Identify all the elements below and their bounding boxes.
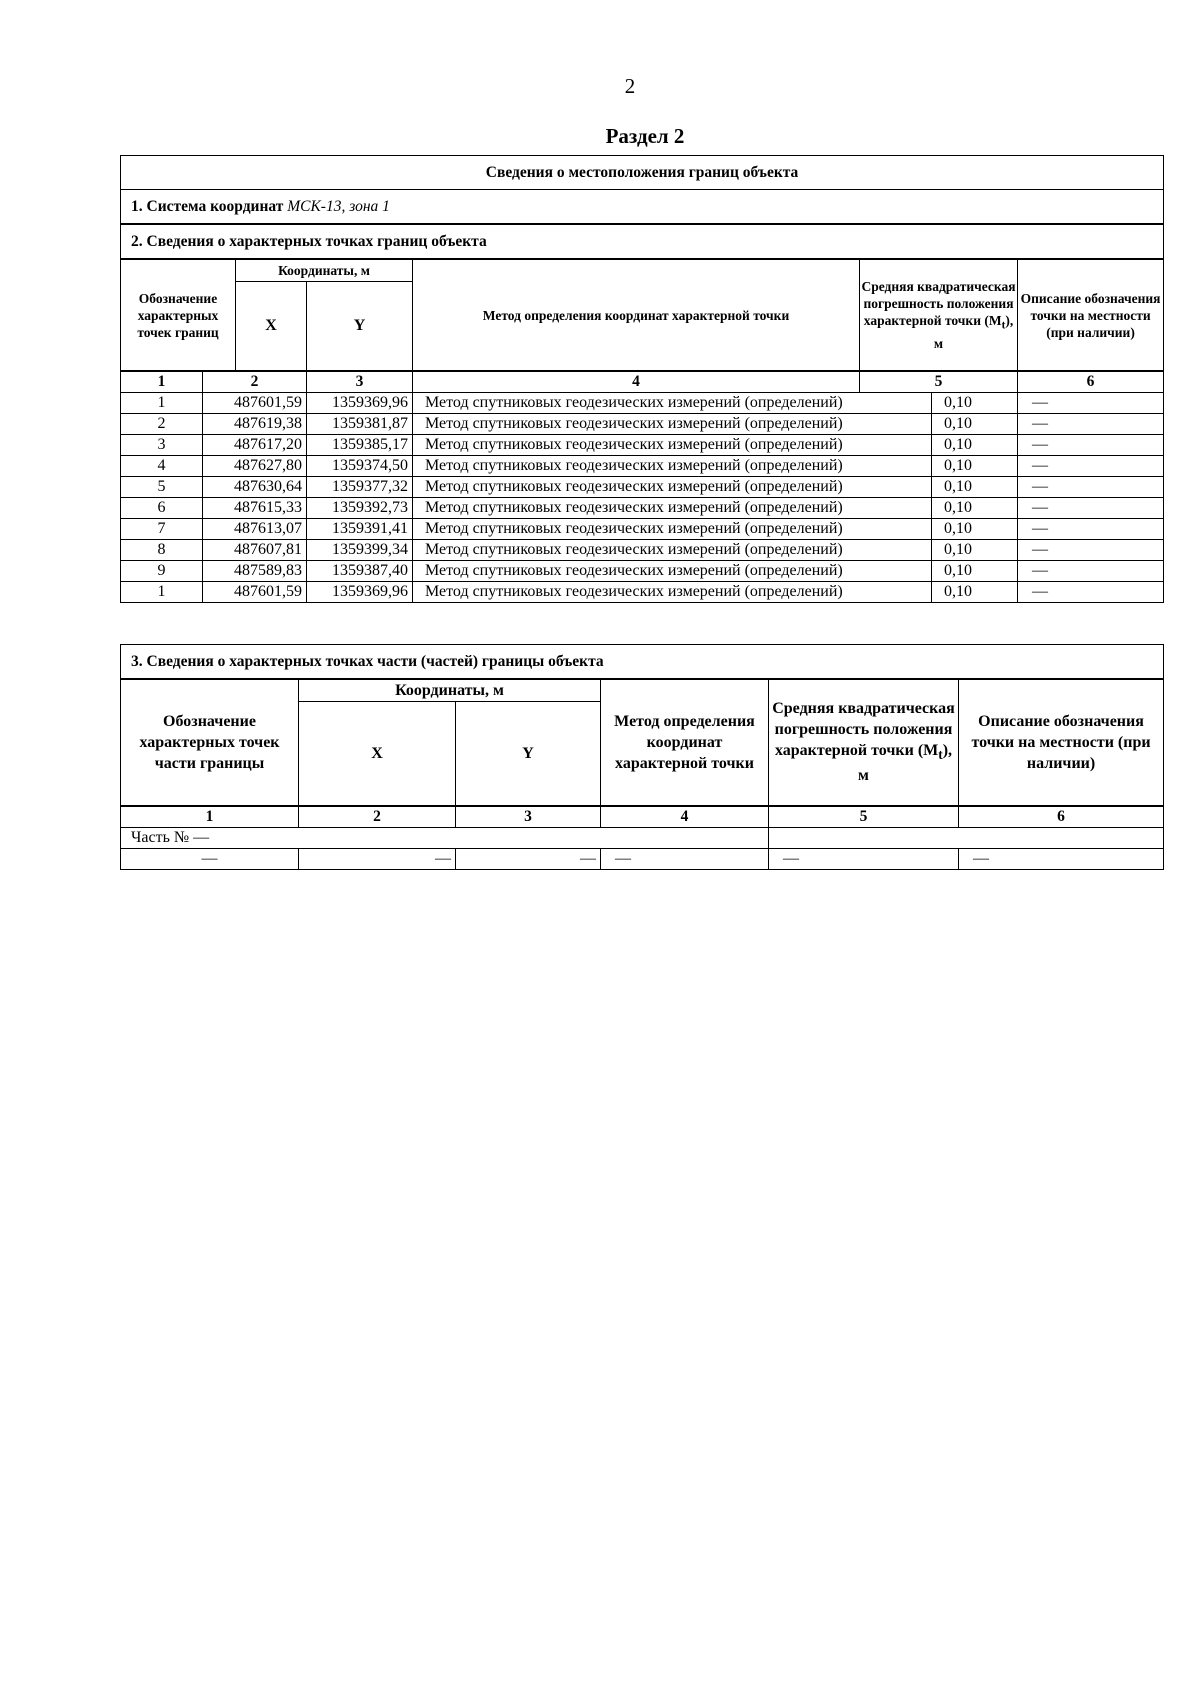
point-accuracy: 0,10 [932, 414, 1018, 435]
coordinate-system [121, 190, 1164, 225]
point-method: Метод спутниковых геодезических измерений (определений) [413, 477, 932, 498]
col-number: 3 [307, 371, 413, 393]
col-number: 4 [413, 371, 860, 393]
point-number: 9 [121, 561, 203, 582]
part-empty-cell: — [456, 848, 601, 869]
table-row [121, 414, 1164, 435]
part-empty-cell: — [299, 848, 456, 869]
header-x: X [236, 281, 307, 371]
point-number: 8 [121, 540, 203, 561]
part-header-coordinates: Координаты, м [299, 679, 601, 702]
point-description: — [1018, 519, 1164, 540]
point-x: 487615,33 [203, 498, 307, 519]
section-title: Раздел 2 [605, 124, 685, 148]
point-number: 2 [121, 414, 203, 435]
table-row [121, 498, 1164, 519]
point-x: 487627,80 [203, 456, 307, 477]
point-y: 1359369,96 [307, 393, 413, 414]
point-x: 487607,81 [203, 540, 307, 561]
point-accuracy: 0,10 [932, 477, 1018, 498]
part-col-number: 5 [769, 806, 959, 828]
point-x: 487589,83 [203, 561, 307, 582]
point-accuracy: 0,10 [932, 393, 1018, 414]
point-method: Метод спутниковых геодезических измерений (определений) [413, 414, 932, 435]
header-accuracy [860, 259, 1018, 371]
point-description: — [1018, 393, 1164, 414]
point-number: 1 [121, 582, 203, 603]
point-x: 487619,38 [203, 414, 307, 435]
point-number: 7 [121, 519, 203, 540]
header-accuracy-sub: t [1001, 319, 1006, 332]
point-accuracy: 0,10 [932, 498, 1018, 519]
point-description: — [1018, 561, 1164, 582]
point-description: — [1018, 414, 1164, 435]
point-y: 1359399,34 [307, 540, 413, 561]
point-y: 1359377,32 [307, 477, 413, 498]
characteristic-points-title: 2. Сведения о характерных точках границ объекта [121, 224, 1164, 259]
page-number: 2 [624, 74, 636, 98]
point-accuracy: 0,10 [932, 519, 1018, 540]
table-row [121, 540, 1164, 561]
header-accuracy-tail: ), м [933, 313, 1014, 351]
part-header-y: Y [456, 702, 601, 806]
point-x: 487601,59 [203, 393, 307, 414]
table-row [121, 582, 1164, 603]
point-number: 6 [121, 498, 203, 519]
col-number: 2 [203, 371, 307, 393]
part-header-x: X [299, 702, 456, 806]
table-row [121, 435, 1164, 456]
point-number: 5 [121, 477, 203, 498]
part-empty-cell: — [769, 848, 959, 869]
col-number: 5 [860, 371, 1018, 393]
coordinate-system-label: 1. Система координат [131, 197, 288, 215]
point-number: 4 [121, 456, 203, 477]
point-accuracy: 0,10 [932, 561, 1018, 582]
part-col-number: 1 [121, 806, 299, 828]
table-row [121, 519, 1164, 540]
header-y: Y [307, 281, 413, 371]
point-number: 1 [121, 393, 203, 414]
point-method: Метод спутниковых геодезических измерений (определений) [413, 498, 932, 519]
part-header-accuracy-sub: t [938, 747, 943, 763]
part-col-number: 6 [959, 806, 1164, 828]
table-row [121, 477, 1164, 498]
point-description: — [1018, 435, 1164, 456]
point-description: — [1018, 540, 1164, 561]
table-row [121, 393, 1164, 414]
header-description: Описание обозначения точки на местности (при наличии) [1018, 259, 1164, 371]
header-designation: Обозначение характерных точек границ [121, 259, 236, 371]
part-label-empty [769, 827, 1164, 848]
point-description: — [1018, 477, 1164, 498]
col-number: 6 [1018, 371, 1164, 393]
point-method: Метод спутниковых геодезических измерений (определений) [413, 582, 932, 603]
point-y: 1359381,87 [307, 414, 413, 435]
point-accuracy: 0,10 [932, 435, 1018, 456]
point-accuracy: 0,10 [932, 540, 1018, 561]
part-col-number: 3 [456, 806, 601, 828]
coordinate-system-value: МСК-13, зона 1 [287, 197, 390, 215]
header-coordinates: Координаты, м [236, 259, 413, 281]
boundary-part-table [120, 644, 1164, 870]
boundary-location-table [120, 155, 1164, 603]
part-empty-cell: — [121, 848, 299, 869]
point-method: Метод спутниковых геодезических измерений (определений) [413, 519, 932, 540]
part-header-accuracy-tail: ), м [858, 742, 953, 785]
point-method: Метод спутниковых геодезических измерений (определений) [413, 435, 932, 456]
col-number: 1 [121, 371, 203, 393]
point-x: 487630,64 [203, 477, 307, 498]
point-accuracy: 0,10 [932, 582, 1018, 603]
part-empty-cell: — [601, 848, 769, 869]
part-header-method: Метод определения координат характерной точки [601, 679, 769, 806]
part-empty-cell: — [959, 848, 1164, 869]
part-number-label: Часть № — [121, 827, 769, 848]
part-points-title: 3. Сведения о характерных точках части (частей) границы объекта [121, 645, 1164, 680]
point-y: 1359374,50 [307, 456, 413, 477]
point-y: 1359385,17 [307, 435, 413, 456]
part-header-description: Описание обозначения точки на местности (при наличии) [959, 679, 1164, 806]
point-x: 487617,20 [203, 435, 307, 456]
point-x: 487601,59 [203, 582, 307, 603]
point-method: Метод спутниковых геодезических измерений (определений) [413, 561, 932, 582]
table-row [121, 456, 1164, 477]
part-col-number: 4 [601, 806, 769, 828]
point-method: Метод спутниковых геодезических измерений (определений) [413, 540, 932, 561]
point-method: Метод спутниковых геодезических измерений (определений) [413, 393, 932, 414]
point-y: 1359369,96 [307, 582, 413, 603]
point-method: Метод спутниковых геодезических измерений (определений) [413, 456, 932, 477]
header-accuracy-text: Средняя квадратическая погрешность положения характерной точки (M [861, 279, 1016, 329]
boundary-info-title: Сведения о местоположения границ объекта [121, 156, 1164, 190]
part-header-accuracy-text: Средняя квадратическая погрешность положения характерной точки (M [772, 700, 955, 760]
point-description: — [1018, 582, 1164, 603]
point-description: — [1018, 498, 1164, 519]
part-col-number: 2 [299, 806, 456, 828]
point-x: 487613,07 [203, 519, 307, 540]
part-header-accuracy [769, 679, 959, 806]
point-y: 1359387,40 [307, 561, 413, 582]
point-description: — [1018, 456, 1164, 477]
point-y: 1359391,41 [307, 519, 413, 540]
header-method: Метод определения координат характерной точки [413, 259, 860, 371]
part-header-designation: Обозначение характерных точек части границы [121, 679, 299, 806]
table-row [121, 561, 1164, 582]
point-accuracy: 0,10 [932, 456, 1018, 477]
point-y: 1359392,73 [307, 498, 413, 519]
point-number: 3 [121, 435, 203, 456]
